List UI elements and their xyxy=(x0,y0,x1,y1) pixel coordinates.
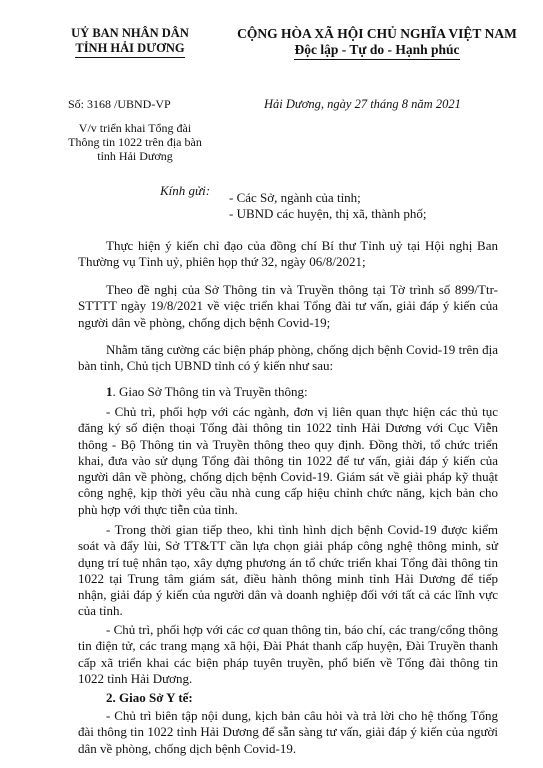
section-heading xyxy=(78,384,498,400)
subject-line: tỉnh Hải Dương xyxy=(97,149,173,163)
paragraph xyxy=(78,238,498,271)
authority-line-2: TỈNH HẢI DƯƠNG xyxy=(75,41,184,58)
issuing-authority xyxy=(40,26,220,58)
paragraph xyxy=(78,342,498,375)
section-number: 1 xyxy=(106,384,113,399)
nation-line-2: Độc lập - Tự do - Hạnh phúc xyxy=(294,42,459,60)
list-item-text: - Chủ trì, phối hợp với các cơ quan thông tin, báo chí, các trang/cổng thông tin điện tử, các trang mạng xã hội, Đài Phát thanh cấp huyện, Đài Truyền thanh cấp xã triển khai các biện pháp tuyên truyền, phổ biến về Tổng đài thông tin 1022 tỉnh Hải Dương. xyxy=(78,622,498,686)
document-subject xyxy=(62,121,208,163)
paragraph-text: Nhằm tăng cường các biện pháp phòng, chống dịch bệnh Covid-19 trên địa bàn tỉnh, Chủ tịch UBND tỉnh có ý kiến như sau: xyxy=(78,342,498,374)
section-title: . Giao Sở Thông tin và Truyền thông: xyxy=(112,384,308,399)
document-number: Số: 3168 /UBND-VP xyxy=(68,97,171,111)
paragraph-text: Thực hiện ý kiến chỉ đạo của đồng chí Bí thư Tỉnh uỷ tại Hội nghị Ban Thường vụ Tỉnh uỷ, phiên họp thứ 32, ngày 06/8/2021; xyxy=(78,238,498,270)
paragraph xyxy=(78,282,498,331)
kinh-gui-label: Kính gửi: xyxy=(160,183,211,198)
list-item-text: - Chủ trì, phối hợp với các ngành, đơn vị liên quan thực hiện các thủ tục đăng ký số điện thoại Tổng đài thông tin 1022 tỉnh Hải Dương với Cục Viễn thông - Bộ Thông tin và Truyền thông theo quy định. Đồng thời, tổ chức triển khai, đưa vào sử dụng Tổng đài thông tin 1022 để tư vấn, giải đáp ý kiến của người dân về phòng, chống dịch bệnh Covid-19. Giám sát về giải pháp kỹ thuật công nghệ, kịp thời yêu cầu nhà cung cấp hiệu chỉnh chức năng, kịch bản cho phù hợp với thực tiễn của tỉnh. xyxy=(78,404,498,517)
list-item xyxy=(78,708,498,757)
authority-line-1: UỶ BAN NHÂN DÂN xyxy=(71,26,189,40)
recipient-item: - UBND các huyện, thị xã, thành phố; xyxy=(229,206,427,221)
document-date: Hải Dương, ngày 27 tháng 8 năm 2021 xyxy=(264,97,461,111)
section-heading xyxy=(78,690,498,706)
nation-line-1: CỘNG HÒA XÃ HỘI CHỦ NGHĨA VIỆT NAM xyxy=(237,26,517,41)
national-motto xyxy=(232,26,522,60)
list-item xyxy=(78,522,498,620)
section-title: 2. Giao Sở Y tế: xyxy=(106,690,193,705)
subject-line: Thông tin 1022 trên địa bàn xyxy=(68,135,202,149)
list-item-text: - Chủ trì biên tập nội dung, kịch bản câu hỏi và trả lời cho hệ thống Tổng đài thông tin 1022 tỉnh Hải Dương để sẵn sàng tư vấn, giải đáp ý kiến của người dân về phòng, chống dịch bệnh Covid-19. xyxy=(78,708,498,756)
list-item-text: - Trong thời gian tiếp theo, khi tình hình dịch bệnh Covid-19 được kiểm soát và đẩy lùi, Sở TT&TT cần lựa chọn giải pháp công nghệ thông minh, sử dụng trí tuệ nhân tạo, xây dựng phương án tổ chức triển khai Tổng đài thông tin 1022 tại Trung tâm giám sát, điều hành thông minh tỉnh Hải Dương để tiếp nhận, giải đáp ý kiến của người dân và doanh nghiệp đối với tất cả các lĩnh vực của tỉnh. xyxy=(78,522,498,619)
paragraph-text: Theo đề nghị của Sở Thông tin và Truyền thông tại Tờ trình số 899/Ttr-STTTT ngày 19/8/2021 về việc triển khai Tổng đài tư vấn, giải đáp ý kiến của người dân về phòng, chống dịch bệnh Covid-19; xyxy=(78,282,498,330)
list-item xyxy=(78,404,498,518)
list-item xyxy=(78,622,498,687)
subject-line: V/v triển khai Tổng đài xyxy=(78,121,192,135)
recipient-item: - Các Sở, ngành của tỉnh; xyxy=(229,190,361,205)
